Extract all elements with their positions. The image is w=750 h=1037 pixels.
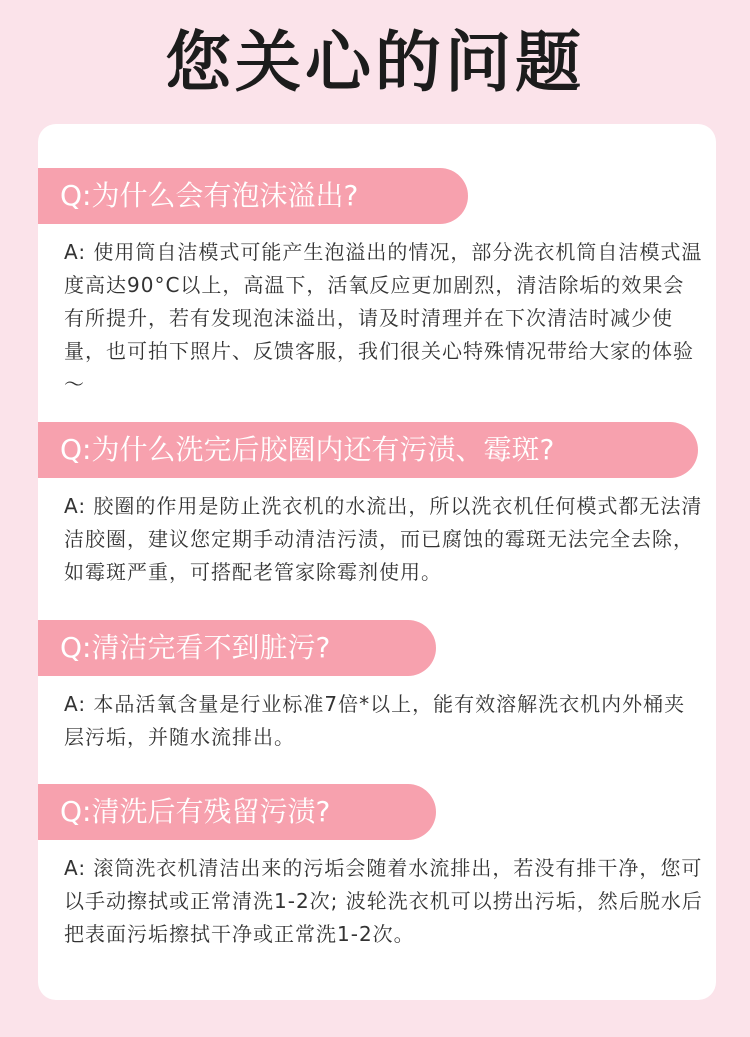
question-banner: Q:清洗后有残留污渍? bbox=[38, 784, 436, 840]
page-title: 您关心的问题 bbox=[165, 24, 585, 101]
question-banner: Q:为什么洗完后胶圈内还有污渍、霉斑? bbox=[38, 422, 698, 478]
answer-text: A: 使用筒自洁模式可能产生泡溢出的情况，部分洗衣机筒自洁模式温度高达90°C以上，高温下，活氧反应更加剧烈，清洁除垢的效果会有所提升，若有发现泡沫溢出，请及时清理并在下次清洁时减少使量，也可拍下照片、反馈客服，我们很关心特殊情况带给大家的体验～ bbox=[64, 240, 703, 396]
question-banner: Q:为什么会有泡沫溢出? bbox=[38, 168, 468, 224]
answer-text: A: 滚筒洗衣机清洁出来的污垢会随着水流排出，若没有排干净，您可以手动擦拭或正常清洗1-2次; 波轮洗衣机可以捞出污垢，然后脱水后把表面污垢擦拭干净或正常洗1-2次。 bbox=[64, 856, 703, 946]
answer-text: A: 胶圈的作用是防止洗衣机的水流出，所以洗衣机任何模式都无法清洁胶圈，建议您定期手动清洁污渍，而已腐蚀的霉斑无法完全去除，如霉斑严重，可搭配老管家除霉剂使用。 bbox=[64, 494, 703, 584]
faq-card bbox=[38, 124, 716, 1000]
question-banner: Q:清洁完看不到脏污? bbox=[38, 620, 436, 676]
answer-text: A: 本品活氧含量是行业标准7倍*以上，能有效溶解洗衣机内外桶夹层污垢，并随水流排出。 bbox=[64, 692, 686, 749]
